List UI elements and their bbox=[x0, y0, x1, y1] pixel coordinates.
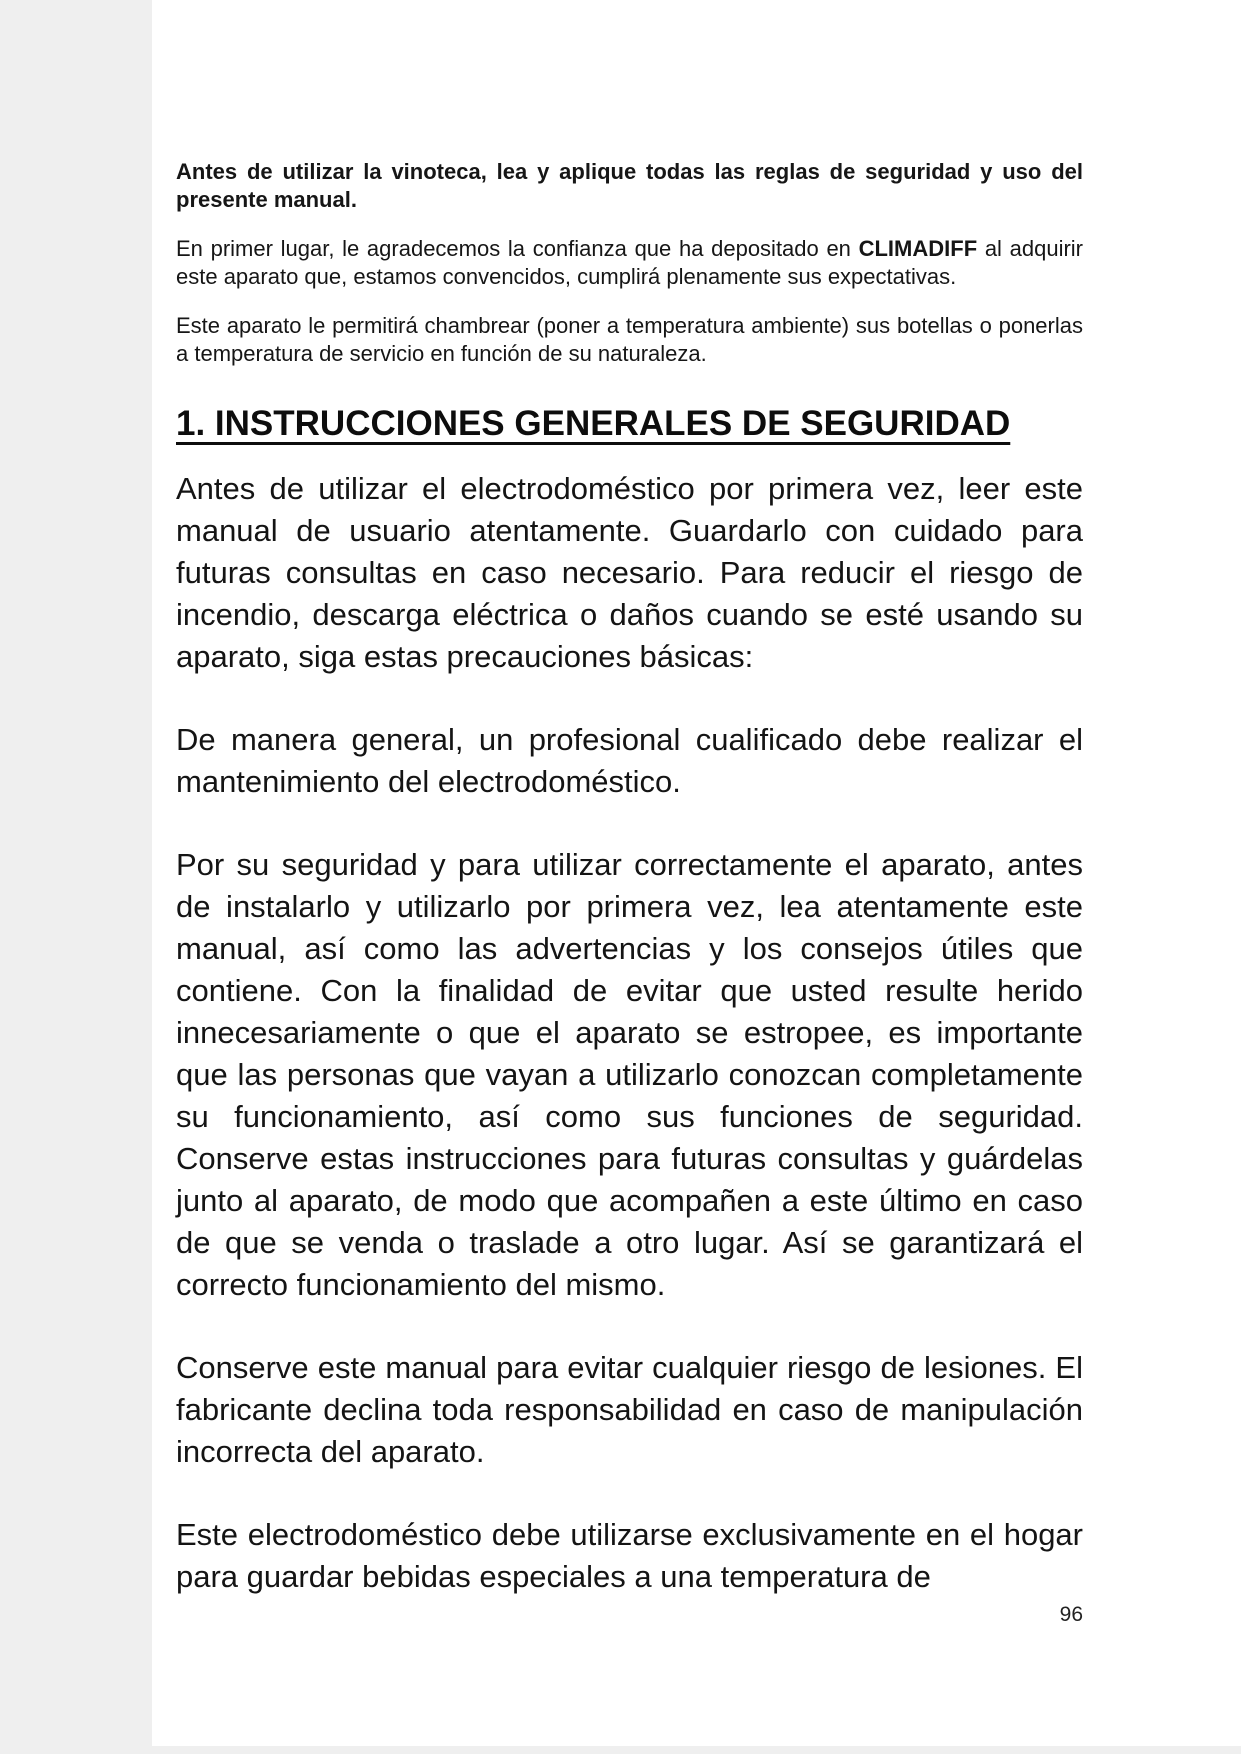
intro-purpose: Este aparato le permitirá chambrear (poner a temperatura ambiente) sus botellas o ponerlas a temperatura de servicio en función de su naturaleza. bbox=[176, 313, 1083, 366]
body-paragraph-2: De manera general, un profesional cualificado debe realizar el mantenimiento del electrodoméstico. bbox=[176, 722, 1083, 799]
body-paragraph-1: Antes de utilizar el electrodoméstico por primera vez, leer este manual de usuario atentamente. Guardarlo con cuidado para futuras consultas en caso necesario. Para reducir el riesgo de incendio, descarga eléctrica o daños cuando se esté usando su aparato, siga estas precauciones básicas: bbox=[176, 471, 1083, 674]
intro-greeting bbox=[176, 235, 1083, 291]
scan-edge-left bbox=[0, 0, 152, 1754]
section-heading: 1. INSTRUCCIONES GENERALES DE SEGURIDAD bbox=[176, 404, 1011, 443]
body-paragraph-4: Conserve este manual para evitar cualquier riesgo de lesiones. El fabricante declina toda responsabilidad en caso de manipulación incorrecta del aparato. bbox=[176, 1350, 1083, 1469]
body-paragraph-5: Este electrodoméstico debe utilizarse exclusivamente en el hogar para guardar bebidas especiales a una temperatura de bbox=[176, 1517, 1083, 1594]
page-content bbox=[176, 0, 1083, 1639]
body-paragraph-3: Por su seguridad y para utilizar correctamente el aparato, antes de instalarlo y utilizarlo por primera vez, lea atentamente este manual, así como las advertencias y los consejos útiles que contiene. Con la finalidad de evitar que usted resulte herido innecesariamente o que el aparato se estropee, es importante que las personas que vayan a utilizarlo conozcan completamente su funcionamiento, así como sus funciones de seguridad. Conserve estas instrucciones para futuras consultas y guárdelas junto al aparato, de modo que acompañen a este último en caso de que se venda o traslade a otro lugar. Así se garantizará el correcto funcionamiento del mismo. bbox=[176, 847, 1083, 1302]
safety-notice: Antes de utilizar la vinoteca, lea y aplique todas las reglas de seguridad y uso del presente manual. bbox=[176, 159, 1083, 212]
intro-greeting-before-brand: En primer lugar, le agradecemos la confianza que ha depositado en bbox=[176, 236, 859, 261]
intro-greeting-after-brand: al adquirir este aparato que, estamos convencidos, cumplirá plenamente sus expectativas. bbox=[176, 236, 1083, 289]
page-number: 96 bbox=[1059, 1603, 1083, 1626]
scan-edge-bottom bbox=[0, 1746, 1241, 1754]
brand-name: CLIMADIFF bbox=[858, 236, 978, 261]
